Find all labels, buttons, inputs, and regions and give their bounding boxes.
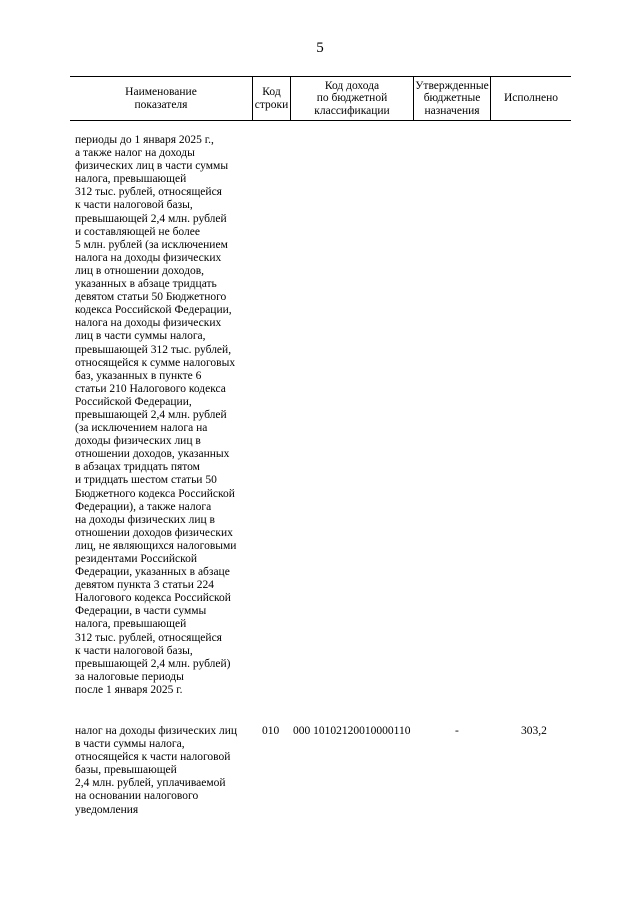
row-2-line-code: 010 [262,725,280,737]
row-1-name: периоды до 1 января 2025 г., а также налог на доходы физических лиц в части суммы налога, превышающей 312 тыс. рублей, относящейся к части налоговой базы, превышающей 2,4 млн. рублей и составляющей не более 5 млн. рублей (за исключением налога на доходы физических лиц в отношении доходов, указанных в абзаце тридцать девятом статьи 50 Бюджетного кодекса Российской Федерации, налога на доходы физических лиц в части суммы налога, превышающей 312 тыс. рублей, относящейся к сумме налоговых баз, указанных в пункте 6 статьи 210 Налогового кодекса Российской Федерации, превышающей 2,4 млн. рублей (за исключением налога на доходы физических лиц в отношении доходов, указанных в абзацах тридцать пятом и тридцать шестом статьи 50 Бюджетного кодекса Российской Федерации), а также налога на доходы физических лиц в отношении доходов физических лиц, не являющихся налоговыми резидентами Российской Федерации, указанных в абзаце девятом пункта 3 статьи 224 Налогового кодекса Российской Федерации, в части суммы налога, превышающей 312 тыс. рублей, относящейся к части налоговой базы, превышающей 2,4 млн. рублей) за налоговые периоды после 1 января 2025 г. [75,134,237,696]
table-header [70,76,571,121]
row-2-executed: 303,2 [521,725,547,737]
row-2-name: налог на доходы физических лиц в части суммы налога, относящейся к части налоговой базы, превышающей 2,4 млн. рублей, уплачиваемой на основании налогового уведомления [75,725,238,816]
header-income-code: Код дохода по бюджетной классификации [290,77,413,120]
row-2-income-code: 000 10102120010000110 [293,725,411,737]
header-name: Наименование показателя [125,86,197,111]
page-number: 5 [316,40,324,56]
header-executed: Исполнено [490,77,571,120]
header-approved: Утвержденные бюджетные назначения [413,77,490,120]
row-2-approved: - [455,725,459,737]
header-line-code: Код строки [252,77,290,120]
